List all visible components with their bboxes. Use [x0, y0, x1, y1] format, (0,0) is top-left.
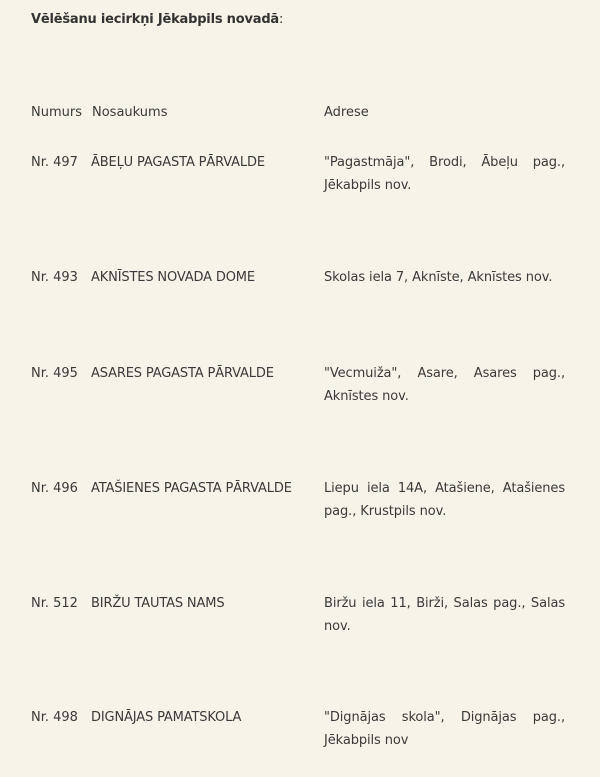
column-header-name: Nosaukums: [92, 105, 168, 120]
page-heading: [31, 12, 283, 27]
row-address: "Vecmuiža", Asare, Asares pag., Aknīstes nov.: [324, 366, 565, 404]
row-name: ATAŠIENES PAGASTA PĀRVALDE: [91, 481, 292, 496]
row-number: Nr. 493: [31, 270, 78, 285]
table-row: [0, 706, 600, 766]
row-address: Liepu iela 14A, Atašiene, Atašienes pag., Krustpils nov.: [324, 481, 565, 519]
row-address: Biržu iela 11, Birži, Salas pag., Salas nov.: [324, 596, 565, 634]
row-name: ĀBEĻU PAGASTA PĀRVALDE: [91, 155, 265, 170]
table-row: [0, 477, 600, 537]
row-number: Nr. 496: [31, 481, 78, 496]
row-number: Nr. 495: [31, 366, 78, 381]
row-name: DIGNĀJAS PAMATSKOLA: [91, 710, 242, 725]
row-address: "Pagastmāja", Brodi, Ābeļu pag., Jēkabpils nov.: [324, 155, 565, 193]
heading-colon: :: [279, 12, 284, 27]
table-row: [0, 266, 600, 326]
row-name: AKNĪSTES NOVADA DOME: [91, 270, 255, 285]
row-address: Skolas iela 7, Aknīste, Aknīstes nov.: [324, 270, 553, 285]
row-name: ASARES PAGASTA PĀRVALDE: [91, 366, 274, 381]
column-header-address: Adrese: [324, 105, 369, 120]
column-header-number: Numurs: [31, 105, 82, 120]
table-row: [0, 362, 600, 422]
row-name: BIRŽU TAUTAS NAMS: [91, 596, 225, 611]
row-number: Nr. 512: [31, 596, 78, 611]
table-row: [0, 151, 600, 211]
row-number: Nr. 497: [31, 155, 78, 170]
heading-text: Vēlēšanu iecirkņi Jēkabpils novadā: [31, 12, 279, 27]
table-row: [0, 592, 600, 652]
row-address: "Dignājas skola", Dignājas pag., Jēkabpils nov: [324, 710, 565, 748]
row-number: Nr. 498: [31, 710, 78, 725]
